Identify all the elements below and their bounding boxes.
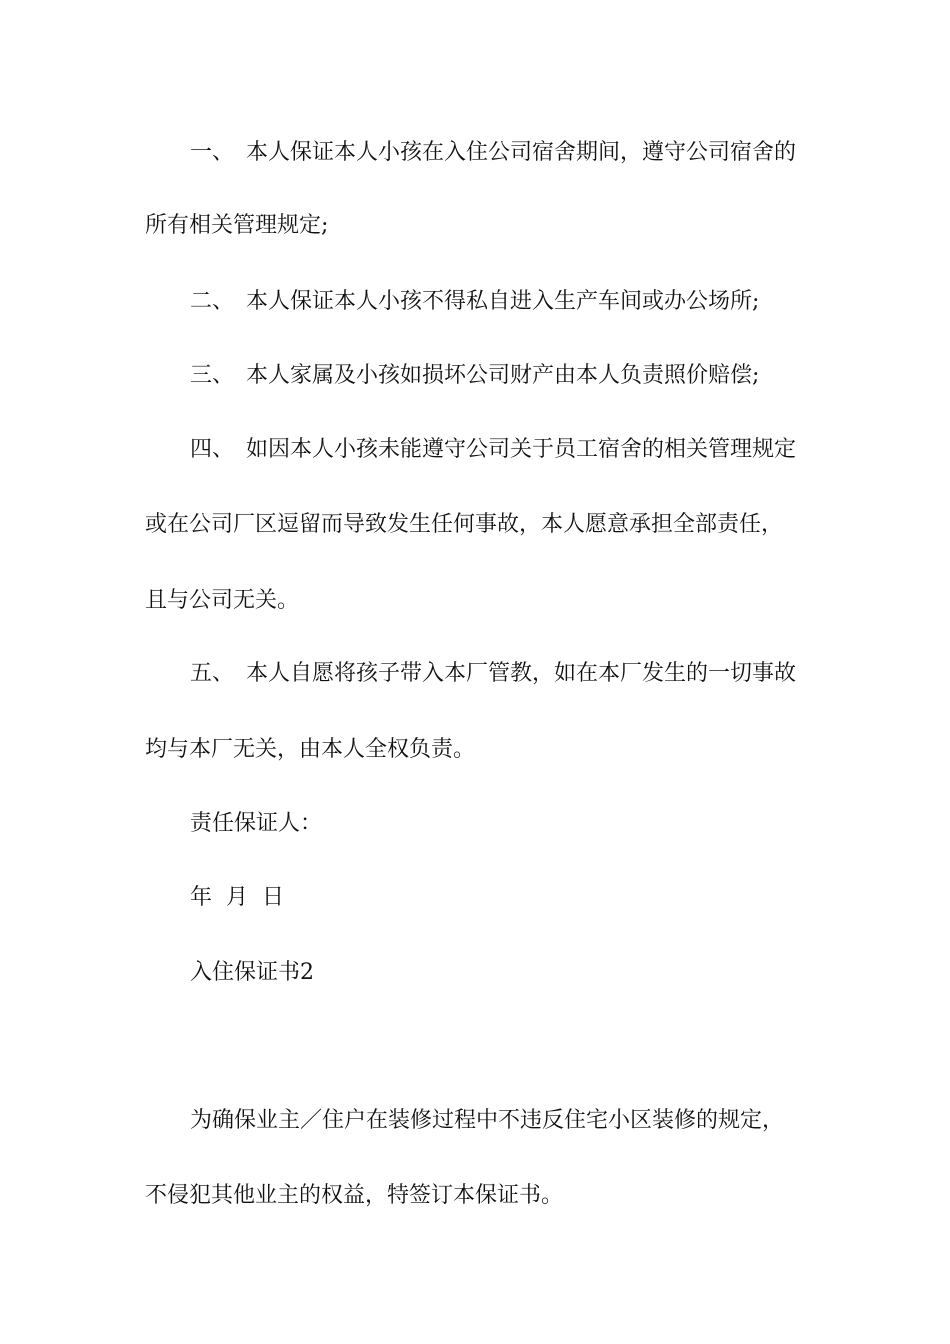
item-4-line-3: 且与公司无关。: [145, 588, 300, 613]
item-1-line-1: [190, 138, 815, 168]
item-4-line-1: [190, 435, 815, 465]
section-title: 入住保证书2: [190, 960, 314, 985]
item-1-line-2: 所有相关管理规定;: [145, 213, 329, 238]
item-4-line-2: 或在公司厂区逗留而导致发生任何事故，本人愿意承担全部责任，: [145, 512, 784, 537]
item-5-number: 五、: [190, 661, 235, 686]
item-2-line-1: [190, 287, 815, 317]
item-5-line-2: 均与本厂无关，由本人全权负责。: [145, 737, 476, 762]
item-5-line-1: [190, 659, 815, 689]
item-1-text: 本人保证本人小孩在入住公司宿舍期间，遵守公司宿舍的: [246, 140, 797, 165]
item-4-text: 如因本人小孩未能遵守公司关于员工宿舍的相关管理规定: [246, 437, 797, 462]
item-4-number: 四、: [190, 437, 235, 462]
item-3-line-1: [190, 361, 815, 391]
date-month: 月: [226, 885, 249, 910]
intro-line-2: 不侵犯其他业主的权益，特签订本保证书。: [145, 1183, 564, 1208]
item-5-text: 本人自愿将孩子带入本厂管教，如在本厂发生的一切事故: [246, 661, 797, 686]
date-day: 日: [262, 885, 285, 910]
signature-date: [190, 883, 815, 913]
intro-line-1: 为确保业主／住户在装修过程中不违反住宅小区装修的规定，: [190, 1108, 785, 1133]
item-2-text: 本人保证本人小孩不得私自进入生产车间或办公场所;: [246, 289, 760, 314]
item-1-number: 一、: [190, 140, 235, 165]
date-year: 年: [190, 885, 213, 910]
item-3-number: 三、: [190, 363, 235, 388]
item-3-text: 本人家属及小孩如损坏公司财产由本人负责照价赔偿;: [246, 363, 760, 388]
item-2-number: 二、: [190, 289, 235, 314]
guarantor-label: 责任保证人：: [190, 811, 323, 836]
